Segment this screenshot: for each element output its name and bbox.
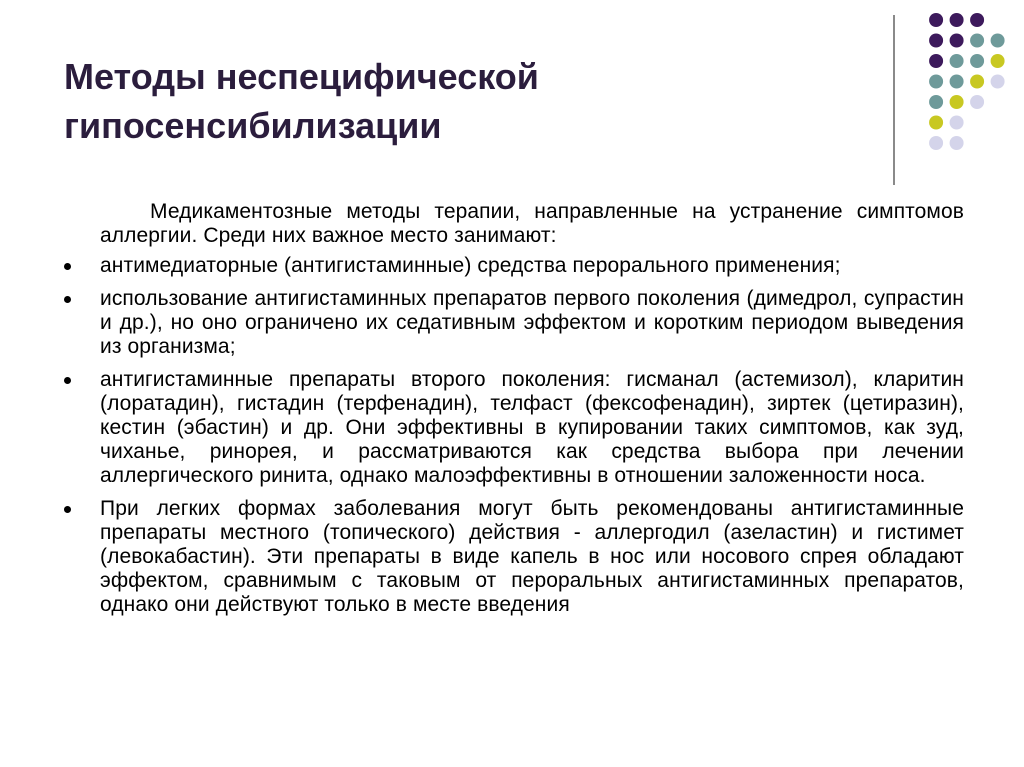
bullet-list — [64, 254, 964, 617]
decorative-dot-teal — [950, 75, 964, 89]
decorative-dot-olive — [970, 75, 984, 89]
decorative-dot-lavender — [970, 95, 984, 109]
decorative-dot-purple — [970, 13, 984, 27]
decorative-dot-teal — [929, 75, 943, 89]
decorative-dot-purple — [929, 34, 943, 48]
decorative-dot-lavender — [929, 136, 943, 150]
decorative-dot-teal — [929, 95, 943, 109]
decorative-dot-purple — [929, 13, 943, 27]
slide-body — [64, 200, 964, 626]
bullet-item — [64, 497, 964, 617]
bullet-item — [64, 254, 964, 278]
bullet-item — [64, 368, 964, 488]
intro-paragraph: Медикаментозные методы терапии, направленные на устранение симптомов аллергии. Среди них важное место занимают: — [100, 200, 964, 247]
bullet-icon — [64, 506, 71, 513]
bullet-icon — [64, 263, 71, 270]
decorative-dot-purple — [950, 13, 964, 27]
decorative-dot-teal — [970, 34, 984, 48]
bullet-text: использование антигистаминных препаратов первого поколения (димедрол, супрастин и др.), но оно ограничено их седативным эффектом и коротким периодом выведения из организма; — [100, 287, 964, 358]
decorative-dot-olive — [950, 95, 964, 109]
decorative-dot-teal — [991, 34, 1005, 48]
bullet-item — [64, 287, 964, 359]
slide-title: Методы неспецифической гипосенсибилизации — [64, 56, 539, 146]
decorative-dot-teal — [950, 54, 964, 68]
bullet-icon — [64, 377, 71, 384]
decorative-dot-lavender — [950, 116, 964, 130]
decorative-dot-lavender — [991, 75, 1005, 89]
bullet-text: антимедиаторные (антигистаминные) средства перорального применения; — [100, 254, 841, 277]
bullet-text: антигистаминные препараты второго поколения: гисманал (астемизол), кларитин (лоратадин), гистадин (терфенадин), телфаст (фексофенадин), зиртек (цетиразин), кестин (эбастин) и др. Они эффективны в купировании таких симптомов, как зуд, чиханье, ринорея, и рассматриваются как средства выбора при лечении аллергического ринита, однако малоэффективны в отношении заложенности носа. — [100, 368, 964, 487]
decorative-dot-purple — [950, 34, 964, 48]
decorative-dot-grid — [0, 0, 1024, 200]
decorative-dot-purple — [929, 54, 943, 68]
decorative-dot-olive — [929, 116, 943, 130]
decorative-dot-olive — [991, 54, 1005, 68]
decorative-dot-lavender — [950, 136, 964, 150]
decorative-dot-teal — [970, 54, 984, 68]
bullet-icon — [64, 296, 71, 303]
bullet-text: При легких формах заболевания могут быть рекомендованы антигистаминные препараты местного (топического) действия - аллергодил (азеластин) и гистимет (левокабастин). Эти препараты в виде капель в нос или носового спрея обладают эффектом, сравнимым с таковым от пероральных антигистаминных препаратов, однако они действуют только в месте введения — [100, 497, 964, 616]
